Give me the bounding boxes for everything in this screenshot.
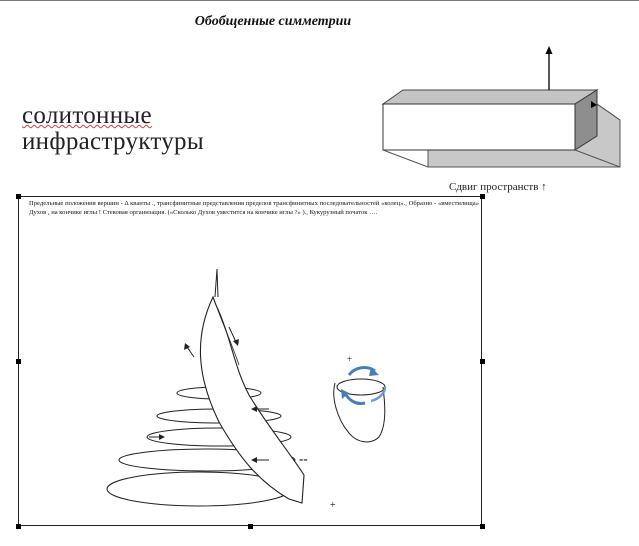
resize-handle-bottom-left[interactable] [16,524,21,529]
space-shift-box-diagram [375,44,625,174]
solitons-heading [22,103,204,155]
resize-handle-middle-right[interactable] [480,359,485,364]
text-frame[interactable] [18,196,482,526]
top-rule [0,0,639,1]
heading-line-2: инфраструктуры [22,128,204,155]
resize-handle-top-left[interactable] [16,194,21,199]
spiral-tip [215,269,218,297]
box-front-face [383,104,575,150]
box-top-face [383,90,597,104]
frame-text: Предельные положения вершин - Δ кванты ., трансфинитные представления пределов трансфинитных последовательностей «колец»., Образно - «вместилища» Духов , на кончике иглы ! Стековая организация. («Сколько Духов уместится на кончике иглы ?» )., Кукурузный початок …. [29,200,479,216]
resize-handle-top-right[interactable] [480,194,485,199]
resize-handle-bottom-right[interactable] [480,524,485,529]
resize-handle-bottom-center[interactable] [248,524,253,529]
tube-plus-mark: + [347,354,353,364]
spiral-soliton-figure [19,197,481,525]
dash-mark: -- [299,451,308,466]
space-shift-caption: Сдвиг пространств ↑ [449,181,547,193]
plus-mark: + [330,500,336,511]
resize-handle-middle-left[interactable] [16,359,21,364]
page-title: Обобщенные симметрии [194,14,352,29]
heading-line-1: солитонные [22,102,152,129]
